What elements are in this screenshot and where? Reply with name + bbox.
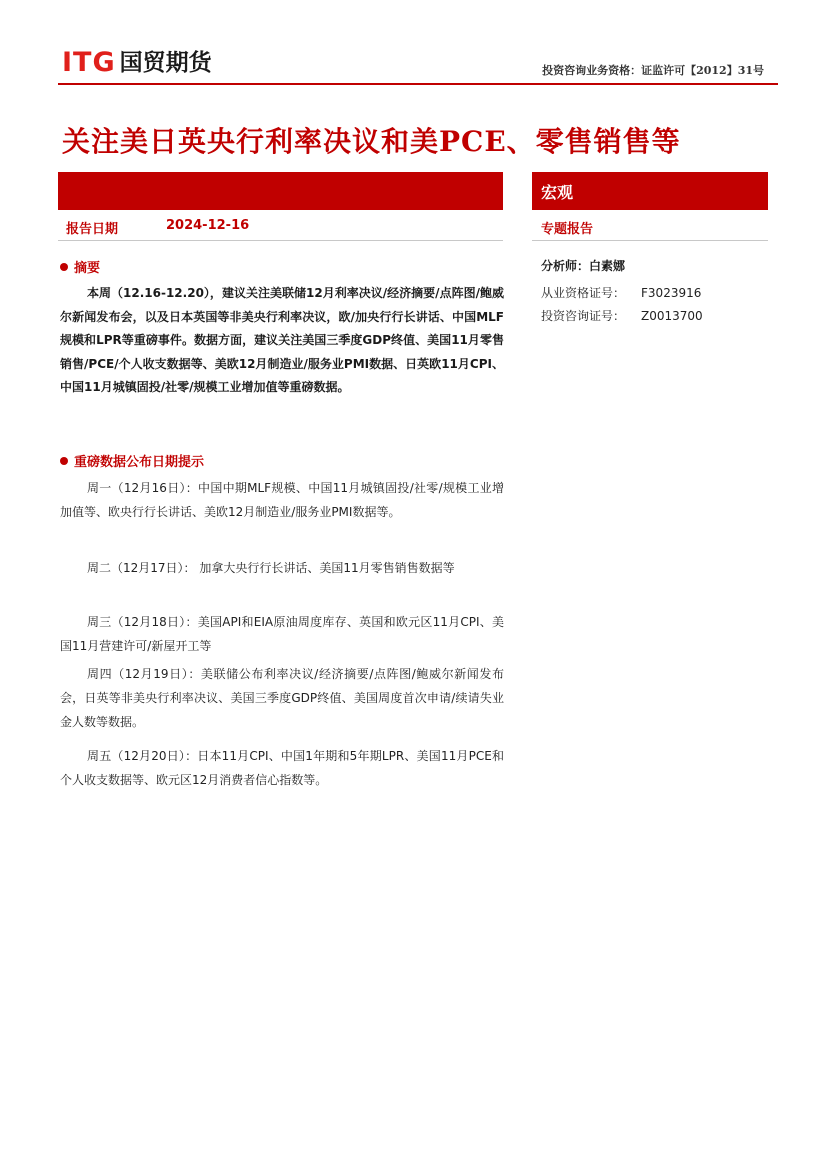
summary-heading bbox=[60, 257, 100, 276]
report-date-label: 报告日期 bbox=[66, 222, 119, 237]
title-banner-left bbox=[58, 172, 503, 210]
analyst-name: 分析师：白素娜 bbox=[541, 259, 626, 273]
summary-heading-text: 摘要 bbox=[74, 261, 101, 276]
calendar-monday: 周一（12月16日）：中国中期MLF规模、中国11月城镇固投/社零/规模工业增加值等、欧央行行长讲话、美欧12月制造业/服务业PMI数据等。 bbox=[60, 481, 504, 519]
advisory-cert-label: 投资咨询证号： bbox=[541, 309, 626, 323]
logo-itg-mark: ITG bbox=[62, 47, 116, 78]
advisory-cert bbox=[541, 307, 703, 324]
company-logo bbox=[62, 48, 212, 78]
summary-paragraph: 本周（12.16-12.20），建议关注美联储12月利率决议/经济摘要/点阵图/鲍威尔新闻发布会，以及日本英国等非美央行利率决议，欧/加央行行长讲话、中国MLF规模和LPR等重磅事件。数据方面，建议关注美国三季度GDP终值、美国11月零售销售/PCE/个人收支数据等、美欧12月制造业/服务业PMI数据、日英欧11月CPI、中国11月城镇固投/社零/规模工业增加值等重磅数据。 bbox=[60, 286, 504, 394]
qualification-cert-label: 从业资格证号： bbox=[541, 286, 626, 300]
logo-company-name: 国贸期货 bbox=[119, 50, 212, 76]
report-date-value: 2024-12-16 bbox=[166, 218, 250, 233]
calendar-thursday: 周四（12月19日）：美联储公布利率决议/经济摘要/点阵图/鲍威尔新闻发布会，日英等非美央行利率决议、美国三季度GDP终值、美国周度首次申请/续请失业金人数等数据。 bbox=[60, 667, 504, 729]
date-divider bbox=[58, 240, 503, 241]
calendar-tuesday: 周二（12月17日）： 加拿大央行行长讲话、美国11月零售销售数据等 bbox=[87, 561, 455, 575]
advisory-cert-number: Z0013700 bbox=[641, 309, 703, 323]
bullet-icon bbox=[60, 457, 68, 465]
qualification-cert-number: F3023916 bbox=[641, 286, 702, 300]
calendar-heading-text: 重磅数据公布日期提示 bbox=[74, 455, 205, 470]
license-text: 投资咨询业务资格：证监许可【2012】31号 bbox=[542, 64, 764, 77]
report-type: 专题报告 bbox=[541, 222, 594, 237]
qualification-cert bbox=[541, 284, 701, 301]
calendar-friday: 周五（12月20日）：日本11月CPI、中国1年期和5年期LPR、美国11月PCE和个人收支数据等、欧元区12月消费者信心指数等。 bbox=[60, 749, 504, 787]
report-title: 关注美日英央行利率决议和美PCE、零售销售等 bbox=[62, 125, 681, 158]
bullet-icon bbox=[60, 263, 68, 271]
report-category: 宏观 bbox=[541, 183, 574, 202]
calendar-heading bbox=[60, 451, 204, 470]
type-divider bbox=[532, 240, 768, 241]
calendar-wednesday: 周三（12月18日）：美国API和EIA原油周度库存、英国和欧元区11月CPI、美国11月营建许可/新屋开工等 bbox=[60, 615, 504, 653]
header-divider bbox=[58, 83, 778, 85]
